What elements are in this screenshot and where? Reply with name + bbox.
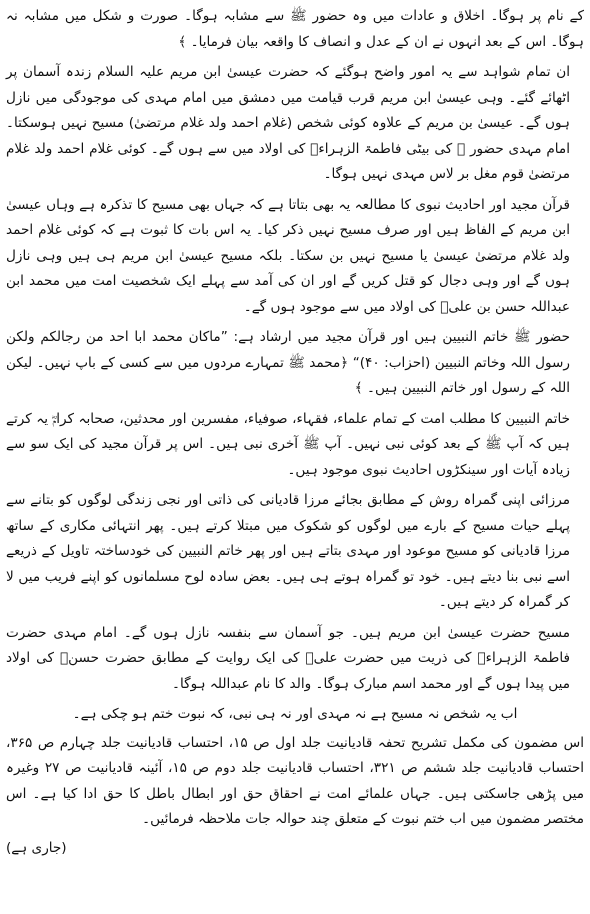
paragraph-conclusion: اب یہ شخص نہ مسیح ہے نہ مہدی اور نہ ہی نبی، کہ نبوت ختم ہو چکی ہے۔ [72,706,518,722]
paragraph-evidence-summary: ان تمام شواہد سے یہ امور واضح ہوگئے کہ حضرت عیسیٰ ابن مریم علیہ السلام زندہ آسمان پر اٹھائے گئے۔ وہی عیسیٰ ابن مریم قرب قیامت میں دمشق میں امام مہدی کی موجودگی میں نازل ہوں گے۔ عیسیٰ بن مریم کے علاوہ کوئی شخص (غلام احمد ولد غلام مرتضیٰ) مسیح نہیں ہوسکتا۔ امام مہدی حضور ﷺ کی بیٹی فاطمۃ الزہراءؓ کی اولاد میں سے ہوں گے۔ کوئی غلام احمد ولد غلام مرتضیٰ قوم مغل بر لاس مہدی نہیں ہوگا۔ [6,64,570,182]
paragraph-khatam-nabiyyin-meaning: خاتم النبیین کا مطلب امت کے تمام علماء، فقہاء، صوفیاء، مفسرین اور محدثین، صحابہ کرامؓ یہ کرتے ہیں کہ آپ ﷺ کے بعد کوئی نبی نہیں۔ آپ ﷺ آخری نبی ہیں۔ اس پر قرآن مجید کی ایک سو سے زیادہ آیات اور سینکڑوں احادیث نبوی موجود ہیں۔ [6,410,570,478]
to-be-continued-note: (جاری ہے) [6,839,67,856]
paragraph-quran-hadith-study: قرآن مجید اور احادیث نبوی کا مطالعہ یہ بھی بتاتا ہے کہ جہاں بھی مسیح کا تذکرہ ہے وہاں عیسیٰ ابن مریم کے الفاظ ہیں اور صرف مسیح نہیں ذکر کیا۔ یہ اس بات کا ثبوت ہے کہ کوئی غلام احمد ولد غلام مرتضیٰ عیسیٰ یا مسیح نہیں بن سکتا۔ بلکہ مسیح عیسیٰ ابن مریم ہی ہیں وہی نازل ہوں گے اور وہی دجال کو قتل کریں گے اور ان کی آمد سے پہلے ایک شخصیت امت میں محمد ابن عبداللہ حسن بن علیؓ کی اولاد میں سے موجود ہوں گے۔ [6,196,570,315]
paragraph-mirzai-method: مرزائی اپنی گمراہ روش کے مطابق بجائے مرزا قادیانی کی ذاتی اور نجی زندگی لوگوں کو بتانے سے پہلے حیات مسیح کے بارے میں لوگوں کو شکوک میں مبتلا کرتے ہیں۔ پھر انتہائی مکاری کے ساتھ مرزا قادیانی کو مسیح موعود اور مہدی بتاتے ہیں اور پھر خاتم النبیین کی خودساختہ تاویل کے ذریعے اسے نبی بنا دیتے ہیں۔ خود تو گمراہ ہوتے ہی ہیں۔ بعض سادہ لوح مسلمانوں کو اپنے فریب میں لا کر گمراہ کر دیتے ہیں۔ [6,492,570,610]
paragraph-references: اس مضمون کی مکمل تشریح تحفہ قادیانیت جلد اول ص ۱۵، احتساب قادیانیت جلد چہارم ص ۳۶۵، احتساب قادیانیت جلد ششم ص ۳۲۱، احتساب قادیانیت جلد دوم ص ۱۵، آئینہ قادیانیت ص ۲۷ وغیرہ میں پڑھی جاسکتی ہیں۔ جہاں علمائے امت نے احقاق حق اور ابطال باطل کا حق ادا کیا ہے۔ اس مختصر مضمون میں اب ختم نبوت کے متعلق چند حوالہ جات ملاحظہ فرمائیں۔ [6,734,584,827]
paragraph-khatam-nabiyyin-verse: حضور ﷺ خاتم النبیین ہیں اور قرآن مجید میں ارشاد ہے: ”ماکان محمد ابا احد من رجالکم ولکن رسول اللہ وخاتم النبیین (احزاب: ۴۰)“ ﴿محمد ﷺ تمہارے مردوں میں سے کسی کے باپ نہیں۔ لیکن اللہ کے رسول اور خاتم النبیین ہیں۔ ﴾ [6,329,570,396]
document-page [6,4,584,910]
paragraph-masih-and-mahdi: مسیح حضرت عیسیٰ ابن مریم ہیں۔ جو آسمان سے بنفسہ نازل ہوں گے۔ امام مہدی حضرت فاطمۃ الزہراءؓ کی ذریت میں حضرت علیؓ کی ایک روایت کے مطابق حضرت حسنؓ کی اولاد میں پیدا ہوں گے اور محمد اسم مبارک ہوگا۔ والد کا نام عبداللہ ہوگا۔ [6,624,570,692]
paragraph-mahdi-description: کے نام پر ہوگا۔ اخلاق و عادات میں وہ حضور ﷺ سے مشابہ ہوگا۔ صورت و شکل میں مشابہ نہ ہوگا۔ اس کے بعد انہوں نے ان کے عدل و انصاف کا واقعہ بیان فرمایا۔ ﴾ [6,8,584,50]
